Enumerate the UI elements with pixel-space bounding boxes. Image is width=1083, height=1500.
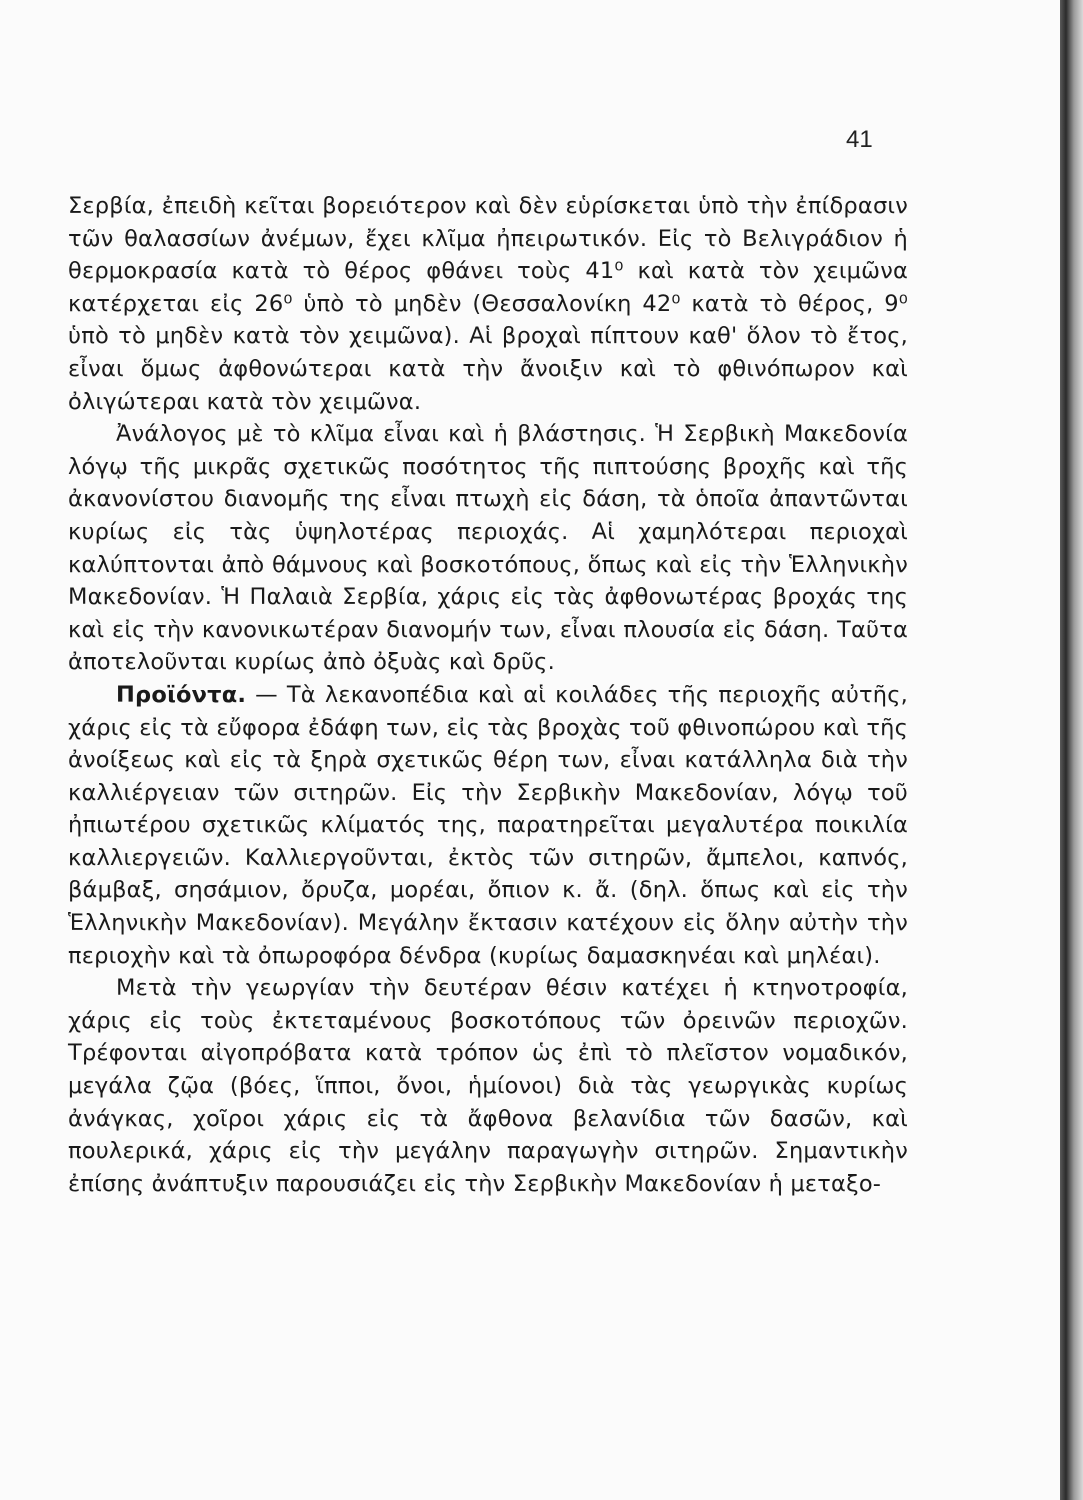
section-heading: Προϊόντα. <box>116 681 247 708</box>
book-binding-edge <box>1060 0 1083 1500</box>
paragraph-text: Μετὰ τὴν γεωργίαν τὴν δευτέραν θέσιν κατέχει ἡ κτηνοτροφία, χάρις εἰς τοὺς ἐκτεταμένους βοσκοτόπους τῶν ὀρεινῶν περιοχῶν. Τρέφονται αἰγοπρόβατα κατὰ τρόπον ὡς ἐπὶ τὸ πλεῖστον νομαδικόν, μεγάλα ζῷα (βόες, ἵπποι, ὄνοι, ἡμίονοι) διὰ τὰς γεωργικὰς κυρίως ἀνάγκας, χοῖροι χάρις εἰς τὰ ἄφθονα βελανίδια τῶν δασῶν, καὶ πουλερικά, χάρις εἰς τὴν μεγάλην παραγωγὴν σιτηρῶν. Σημαντικὴν ἐπίσης ἀνάπτυξιν παρουσιάζει εἰς τὴν Σερβικὴν Μακεδονίαν ἡ μεταξο- <box>68 975 908 1197</box>
page-number: 41 <box>846 126 873 153</box>
paragraph-text: Σερβία, ἐπειδὴ κεῖται βορειότερον καὶ δὲν εὑρίσκεται ὑπὸ τὴν ἐπίδρασιν τῶν θαλασσίων ἀνέμων, ἔχει κλῖμα ἠπειρωτικόν. Εἰς τὸ Βελιγράδιον ἡ θερμοκρασία κατὰ τὸ θέρος φθάνει τοὺς 41⁰ καὶ κατὰ τὸν χειμῶνα κατέρχεται εἰς 26⁰ ὑπὸ τὸ μηδὲν (Θεσσαλονίκη 42⁰ κατὰ τὸ θέρος, 9⁰ ὑπὸ τὸ μηδὲν κατὰ τὸν χειμῶνα). Αἱ βροχαὶ πίπτουν καθ' ὅλον τὸ ἔτος, εἶναι ὅμως ἀφθονώτεραι κατὰ τὴν ἄνοιξιν καὶ τὸ φθινόπωρον καὶ ὀλιγώτεραι κατὰ τὸν χειμῶνα. <box>68 193 908 415</box>
paragraph-livestock <box>68 972 908 1200</box>
paragraph-text: Ἀνάλογος μὲ τὸ κλῖμα εἶναι καὶ ἡ βλάστησις. Ἡ Σερβικὴ Μακεδονία λόγῳ τῆς μικρᾶς σχετικῶς ποσότητος τῆς πιπτούσης βροχῆς καὶ τῆς ἀκανονίστου διανομῆς της εἶναι πτωχὴ εἰς δάση, τὰ ὁποῖα ἀπαντῶνται κυρίως εἰς τὰς ὑψηλοτέρας περιοχάς. Αἱ χαμηλότεραι περιοχαὶ καλύπτονται ἀπὸ θάμνους καὶ βοσκοτόπους, ὅπως καὶ εἰς τὴν Ἑλληνικὴν Μακεδονίαν. Ἡ Παλαιὰ Σερβία, χάρις εἰς τὰς ἀφθονωτέρας βροχάς της καὶ εἰς τὴν κανονικωτέραν διανομήν των, εἶναι πλουσία εἰς δάση. Ταῦτα ἀποτελοῦνται κυρίως ἀπὸ ὀξυὰς καὶ δρῦς. <box>68 421 908 676</box>
paragraph-products <box>68 679 908 972</box>
paragraph-text: — Τὰ λεκανοπέδια καὶ αἱ κοιλάδες τῆς περιοχῆς αὐτῆς, χάρις εἰς τὰ εὔφορα ἐδάφη των, εἰς τὰς βροχὰς τοῦ φθινοπώρου καὶ τῆς ἀνοίξεως καὶ εἰς τὰ ξηρὰ σχετικῶς θέρη των, εἶναι κατάλληλα διὰ τὴν καλλιέργειαν τῶν σιτηρῶν. Εἰς τὴν Σερβικὴν Μακεδονίαν, λόγῳ τοῦ ἠπιωτέρου σχετικῶς κλίματός της, παρατηρεῖται μεγαλυτέρα ποικιλία καλλιεργειῶν. Καλλιεργοῦνται, ἐκτὸς τῶν σιτηρῶν, ἄμπελοι, καπνός, βάμβαξ, σησάμιον, ὄρυζα, μορέαι, ὄπιον κ. ἄ. (δηλ. ὅπως καὶ εἰς τὴν Ἑλληνικὴν Μακεδονίαν). Μεγάλην ἔκτασιν κατέχουν εἰς ὅλην αὐτὴν τὴν περιοχὴν καὶ τὰ ὀπωροφόρα δένδρα (κυρίως δαμασκηνέαι καὶ μηλέαι). <box>68 681 908 969</box>
paragraph-climate <box>68 190 908 418</box>
body-text <box>68 190 908 1200</box>
paragraph-vegetation <box>68 418 908 679</box>
